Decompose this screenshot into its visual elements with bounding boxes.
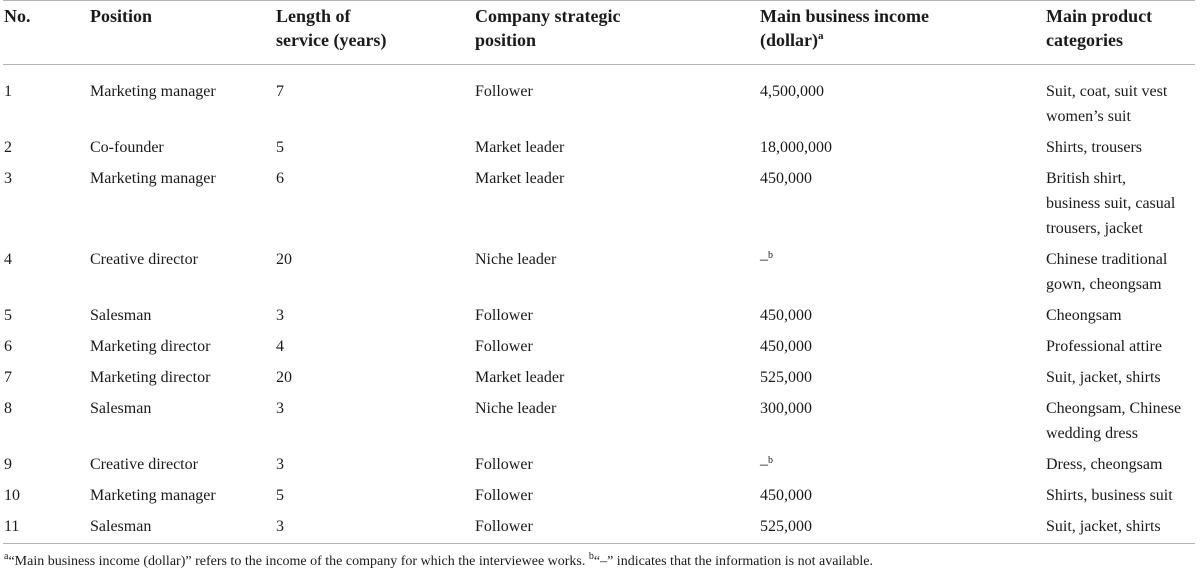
cell-products	[1046, 79, 1167, 129]
income-value: –	[760, 456, 768, 473]
cell-position: Co-founder	[90, 139, 164, 156]
cell-position: Creative director	[90, 251, 198, 268]
product-line: Professional attire	[1046, 338, 1162, 355]
income-footnote-mark: b	[768, 455, 773, 466]
cell-length: 20	[276, 369, 292, 386]
cell-position: Marketing manager	[90, 487, 216, 504]
cell-income	[760, 483, 812, 508]
cell-no: 8	[4, 400, 12, 417]
cell-length: 4	[276, 338, 284, 355]
header-products-line2: categories	[1046, 30, 1123, 50]
cell-products	[1046, 514, 1161, 539]
cell-strategic: Follower	[475, 456, 533, 473]
cell-products	[1046, 396, 1181, 446]
product-line: Cheongsam, Chinese	[1046, 400, 1182, 417]
cell-strategic: Market leader	[475, 369, 565, 386]
cell-strategic: Follower	[475, 518, 533, 535]
income-value: 525,000	[760, 518, 812, 535]
cell-position: Salesman	[90, 400, 152, 417]
header-income-footnote-mark: a	[818, 30, 824, 42]
income-value: –	[760, 251, 768, 268]
cell-position: Marketing manager	[90, 170, 216, 187]
header-income	[760, 4, 929, 52]
header-income-line2-wrap	[760, 28, 929, 52]
cell-strategic: Follower	[475, 487, 533, 504]
cell-no: 10	[4, 487, 20, 504]
cell-length: 7	[276, 83, 284, 100]
cell-income	[760, 396, 812, 421]
cell-position: Salesman	[90, 307, 152, 324]
cell-no: 7	[4, 369, 12, 386]
cell-income	[760, 303, 812, 328]
cell-income	[760, 166, 812, 191]
product-line: Cheongsam	[1046, 307, 1122, 324]
cell-no: 2	[4, 139, 12, 156]
product-line: women’s suit	[1046, 108, 1131, 125]
cell-length: 3	[276, 456, 284, 473]
income-value: 300,000	[760, 400, 812, 417]
footnote-b-mark: b	[588, 551, 594, 562]
cell-length: 3	[276, 518, 284, 535]
cell-products	[1046, 334, 1162, 359]
header-no-label: No.	[4, 6, 31, 26]
product-line: business suit, casual	[1046, 195, 1176, 212]
cell-products	[1046, 365, 1161, 390]
header-strategic-line1: Company strategic	[475, 6, 621, 26]
cell-income	[760, 79, 824, 104]
cell-length: 5	[276, 139, 284, 156]
cell-products	[1046, 247, 1167, 297]
cell-no: 11	[4, 518, 20, 535]
product-line: Dress, cheongsam	[1046, 456, 1163, 473]
income-footnote-mark: b	[768, 250, 773, 261]
cell-length: 3	[276, 400, 284, 417]
cell-income	[760, 452, 773, 477]
cell-position: Marketing director	[90, 369, 211, 386]
cell-length: 6	[276, 170, 284, 187]
income-value: 450,000	[760, 307, 812, 324]
cell-products	[1046, 483, 1173, 508]
cell-strategic: Market leader	[475, 139, 565, 156]
cell-strategic: Follower	[475, 307, 533, 324]
cell-products	[1046, 135, 1142, 160]
income-value: 450,000	[760, 487, 812, 504]
cell-strategic: Niche leader	[475, 400, 557, 417]
product-line: Suit, jacket, shirts	[1046, 518, 1161, 535]
income-value: 450,000	[760, 170, 812, 187]
cell-income	[760, 514, 812, 539]
cell-income	[760, 365, 812, 390]
product-line: British shirt,	[1046, 170, 1127, 187]
footnote-b-text: “–” indicates that the information is not available.	[593, 554, 874, 569]
cell-length: 3	[276, 307, 284, 324]
product-line: Shirts, business suit	[1046, 487, 1173, 504]
income-value: 450,000	[760, 338, 812, 355]
header-position	[90, 4, 152, 28]
cell-strategic: Market leader	[475, 170, 565, 187]
cell-strategic: Follower	[475, 338, 533, 355]
header-products	[1046, 4, 1152, 52]
cell-no: 4	[4, 251, 12, 268]
cell-products	[1046, 166, 1175, 241]
product-line: gown, cheongsam	[1046, 276, 1162, 293]
product-line: trousers, jacket	[1046, 220, 1143, 237]
product-line: wedding dress	[1046, 425, 1138, 442]
cell-no: 6	[4, 338, 12, 355]
cell-strategic: Follower	[475, 83, 533, 100]
header-length-line1: Length of	[276, 6, 351, 26]
header-strategic-line2: position	[475, 30, 537, 50]
cell-position: Marketing director	[90, 338, 211, 355]
income-value: 4,500,000	[760, 83, 824, 100]
header-income-line1: Main business income	[760, 6, 930, 26]
cell-income	[760, 247, 773, 272]
cell-no: 1	[4, 83, 12, 100]
product-line: Chinese traditional	[1046, 251, 1168, 268]
income-value: 525,000	[760, 369, 812, 386]
income-value: 18,000,000	[760, 139, 832, 156]
cell-length: 20	[276, 251, 292, 268]
table-footnote	[4, 552, 873, 572]
cell-position: Marketing manager	[90, 83, 216, 100]
cell-income	[760, 334, 812, 359]
cell-products	[1046, 303, 1122, 328]
cell-length: 5	[276, 487, 284, 504]
footnote-a-text: “Main business income (dollar)” refers to the income of the company for which the interviewee works.	[8, 554, 589, 569]
header-position-label: Position	[90, 6, 153, 26]
cell-products	[1046, 452, 1162, 477]
top-rule	[3, 0, 1195, 1]
cell-strategic: Niche leader	[475, 251, 557, 268]
bottom-rule	[3, 543, 1195, 544]
product-line: Suit, coat, suit vest	[1046, 83, 1168, 100]
cell-no: 9	[4, 456, 12, 473]
header-length	[276, 4, 386, 52]
product-line: Suit, jacket, shirts	[1046, 369, 1161, 386]
cell-no: 3	[4, 170, 12, 187]
footnote-a-mark: a	[4, 551, 9, 562]
header-products-line1: Main product	[1046, 6, 1153, 26]
product-line: Shirts, trousers	[1046, 139, 1142, 156]
header-rule	[3, 64, 1195, 65]
header-income-line2: (dollar)	[760, 30, 818, 50]
cell-income	[760, 135, 832, 160]
cell-no: 5	[4, 307, 12, 324]
cell-position: Salesman	[90, 518, 152, 535]
header-strategic	[475, 4, 620, 52]
cell-position: Creative director	[90, 456, 198, 473]
header-length-line2: service (years)	[276, 30, 387, 50]
header-no	[4, 4, 31, 28]
